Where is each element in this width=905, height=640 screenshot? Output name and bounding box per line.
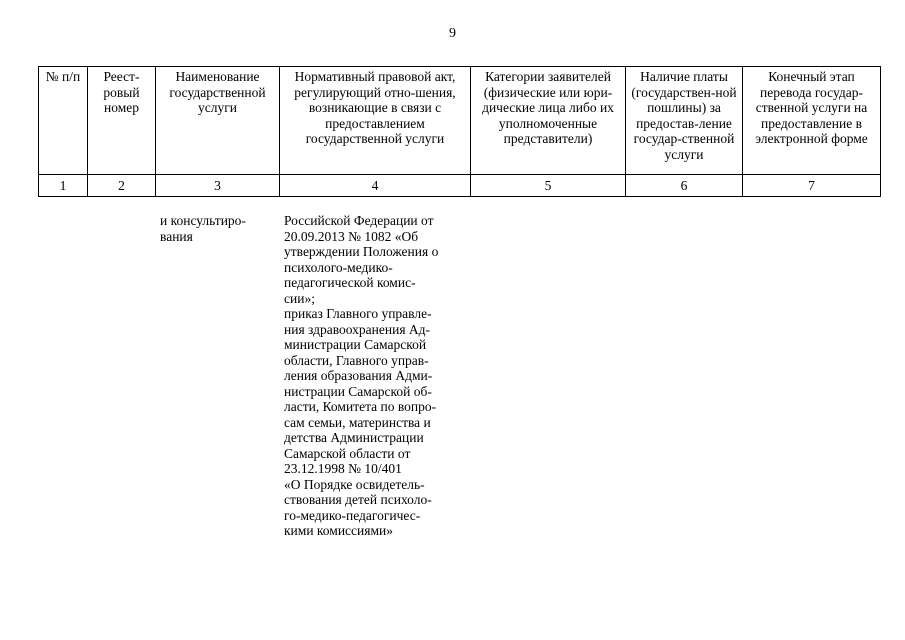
text-line: «О Порядке освидетель- <box>284 476 425 492</box>
column-number-cell: 5 <box>471 175 626 197</box>
header-registry-number: Реест-ровый номер <box>88 67 156 175</box>
text-line: Российской Федерации от <box>284 213 434 228</box>
header-fee: Наличие платы (государствен-ной пошлины) за предостав-ление государ-ственной услуги <box>626 67 743 175</box>
text-line: Самарской области от <box>284 445 411 461</box>
text-line: ления образования Адми- <box>284 368 433 383</box>
text-line: психолого-медико- <box>284 259 393 275</box>
text-line: го-медико-педагогичес- <box>284 507 421 523</box>
header-legal-act: Нормативный правовой акт, регулирующий отно-шения, возникающие в связи с предоставлением государственной услуги <box>280 67 471 175</box>
service-name-continuation <box>160 213 278 244</box>
text-line: министрации Самарской <box>284 337 427 352</box>
text-line: 23.12.1998 № 10/401 <box>284 461 402 476</box>
text-line: кими комиссиями» <box>284 523 393 538</box>
column-number-cell: 4 <box>280 175 471 197</box>
header-final-stage: Конечный этап перевода государ-ственной услуги на предоставление в электронной форме <box>743 67 881 175</box>
text-line: 20.09.2013 № 1082 «Об <box>284 228 419 244</box>
page-number: 9 <box>449 26 456 41</box>
header-service-name: Наименование государственной услуги <box>156 67 280 175</box>
text-line: ствования детей психоло- <box>284 492 432 507</box>
header-number: № п/п <box>39 67 88 175</box>
column-number-cell: 2 <box>88 175 156 197</box>
column-number-cell: 6 <box>626 175 743 197</box>
header-applicant-categories: Категории заявителей (физические или юри-дические лица либо их уполномоченные представители) <box>471 67 626 175</box>
text-line: и консультиро- <box>160 213 246 228</box>
column-number-cell: 3 <box>156 175 280 197</box>
text-line: детства Администрации <box>284 430 424 445</box>
column-number-cell: 7 <box>743 175 881 197</box>
text-line: области, Главного управ- <box>284 352 429 368</box>
text-line: ния здравоохранения Ад- <box>284 321 431 337</box>
text-line: вания <box>160 228 193 244</box>
services-table <box>38 66 881 197</box>
text-line: ласти, Комитета по вопро- <box>284 399 437 414</box>
text-line: педагогической комис- <box>284 275 416 290</box>
text-line: нистрации Самарской об- <box>284 383 432 399</box>
column-number-cell: 1 <box>39 175 88 197</box>
text-line: сам семьи, материнства и <box>284 414 431 430</box>
column-number-row <box>39 175 881 197</box>
table-header-row <box>39 67 881 175</box>
text-line: утверждении Положения о <box>284 244 439 259</box>
text-line: приказ Главного управле- <box>284 306 432 321</box>
legal-act-continuation <box>284 213 467 539</box>
text-line: сии»; <box>284 290 315 306</box>
